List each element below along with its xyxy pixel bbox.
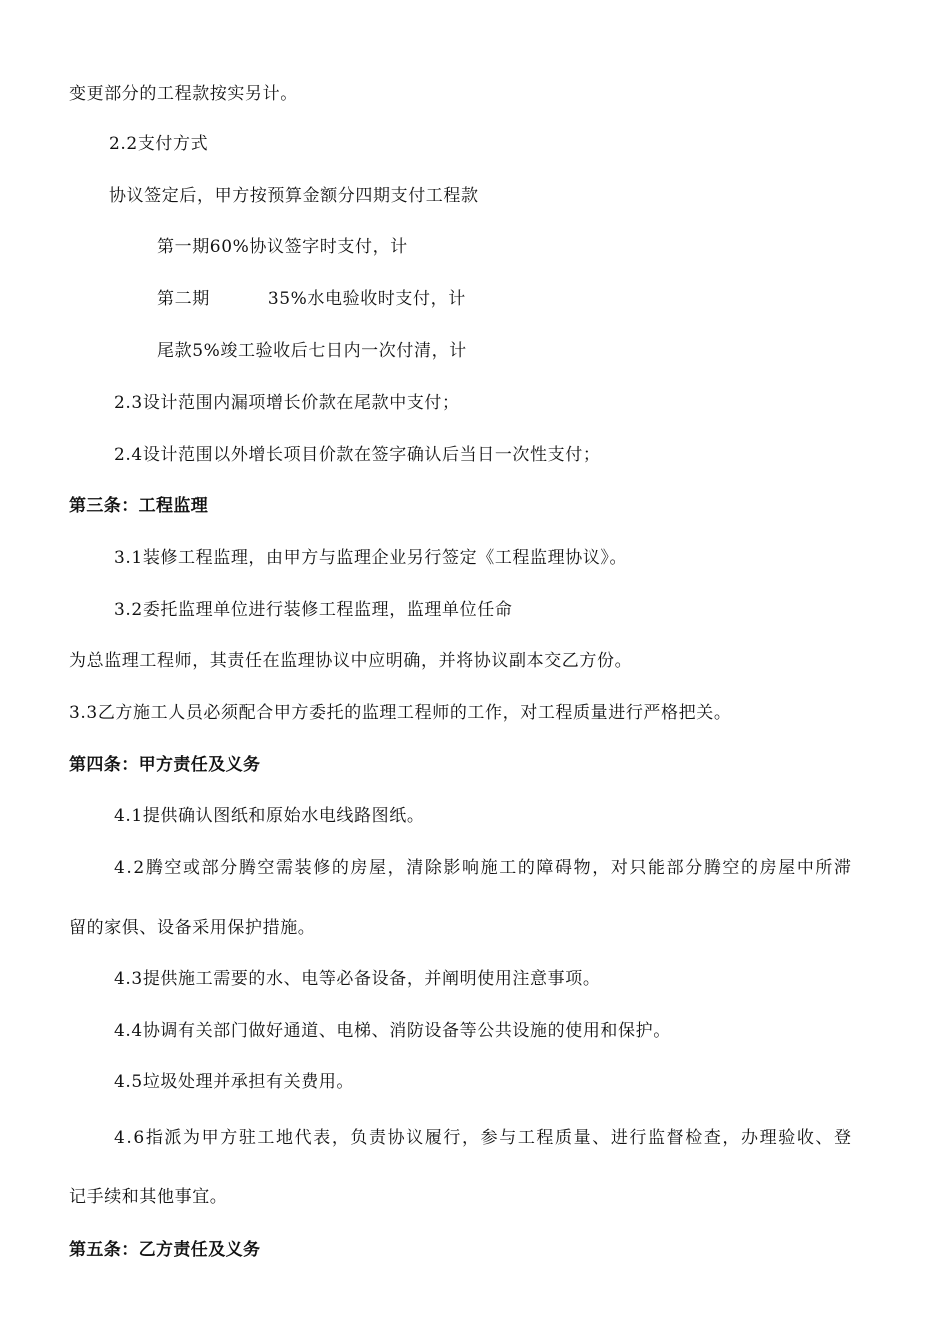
paragraph-line: 变更部分的工程款按实另计。 bbox=[69, 84, 298, 104]
clause-3-1: 3.1装修工程监理，由甲方与监理企业另行签定《工程监理协议》。 bbox=[114, 548, 628, 568]
clause-4-6: 4.6指派为甲方驻工地代表，负责协议履行，参与工程质量、进行监督检查，办理验收、登 bbox=[114, 1128, 853, 1148]
payment-installment-2 bbox=[157, 289, 466, 309]
clause-4-1: 4.1提供确认图纸和原始水电线路图纸。 bbox=[114, 806, 425, 826]
article-3-heading: 第三条：工程监理 bbox=[69, 496, 209, 516]
installment-detail: 35%水电验收时支付，计 bbox=[267, 289, 466, 309]
clause-3-3: 3.3乙方施工人员必须配合甲方委托的监理工程师的工作，对工程质量进行严格把关。 bbox=[69, 703, 732, 723]
payment-installment-final: 尾款5%竣工验收后七日内一次付清，计 bbox=[157, 341, 467, 361]
article-4-heading: 第四条：甲方责任及义务 bbox=[69, 755, 261, 775]
clause-4-2: 4.2腾空或部分腾空需装修的房屋，清除影响施工的障碍物，对只能部分腾空的房屋中所滞 bbox=[114, 858, 853, 878]
clause-4-5: 4.5垃圾处理并承担有关费用。 bbox=[114, 1072, 355, 1092]
clause-3-2: 3.2委托监理单位进行装修工程监理，监理单位任命 bbox=[114, 600, 513, 620]
clause-4-4: 4.4协调有关部门做好通道、电梯、消防设备等公共设施的使用和保护。 bbox=[114, 1021, 671, 1041]
installment-label: 第二期 bbox=[157, 289, 210, 309]
clause-4-3: 4.3提供施工需要的水、电等必备设备，并阐明使用注意事项。 bbox=[114, 969, 601, 989]
paragraph-line: 为总监理工程师，其责任在监理协议中应明确，并将协议副本交乙方份。 bbox=[69, 651, 633, 671]
paragraph-line: 留的家俱、设备采用保护措施。 bbox=[69, 918, 316, 938]
paragraph-line: 协议签定后，甲方按预算金额分四期支付工程款 bbox=[109, 186, 479, 206]
section-heading-2-2: 2.2支付方式 bbox=[109, 134, 209, 154]
clause-2-3: 2.3设计范围内漏项增长价款在尾款中支付； bbox=[114, 393, 460, 413]
article-5-heading: 第五条：乙方责任及义务 bbox=[69, 1240, 261, 1260]
payment-installment-1: 第一期60%协议签字时支付，计 bbox=[157, 237, 408, 257]
paragraph-line: 记手续和其他事宜。 bbox=[69, 1187, 228, 1207]
clause-2-4: 2.4设计范围以外增长项目价款在签字确认后当日一次性支付； bbox=[114, 445, 601, 465]
